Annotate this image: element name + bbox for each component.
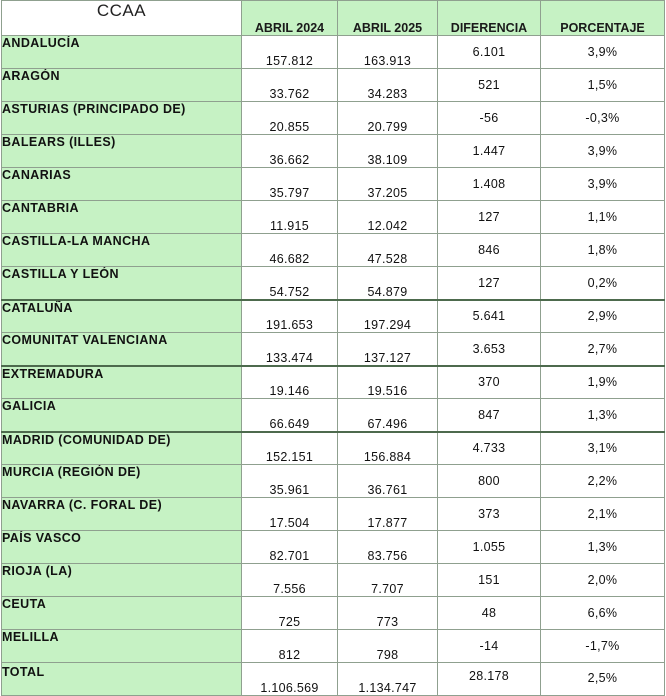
diferencia-cell: 48 — [438, 597, 541, 630]
region-name-cell: MURCIA (REGIÓN DE) — [2, 465, 242, 498]
porcentaje-cell: 2,0% — [541, 564, 665, 597]
diferencia-cell: 521 — [438, 69, 541, 102]
table-row — [2, 267, 665, 300]
region-name-cell: MELILLA — [2, 630, 242, 663]
region-name-cell: ARAGÓN — [2, 69, 242, 102]
porcentaje-cell: 2,1% — [541, 498, 665, 531]
table-row — [2, 597, 665, 630]
abril-2024-cell: 35.797 — [242, 168, 338, 201]
abril-2025-cell: 47.528 — [338, 234, 438, 267]
abril-2025-cell: 54.879 — [338, 267, 438, 300]
diferencia-cell: 800 — [438, 465, 541, 498]
table-row — [2, 333, 665, 366]
abril-2025-cell: 20.799 — [338, 102, 438, 135]
abril-2024-cell: 725 — [242, 597, 338, 630]
abril-2024-cell: 54.752 — [242, 267, 338, 300]
abril-2024-cell: 812 — [242, 630, 338, 663]
region-name-cell: ASTURIAS (PRINCIPADO DE) — [2, 102, 242, 135]
region-name-cell: CANTABRIA — [2, 201, 242, 234]
abril-2024-cell: 35.961 — [242, 465, 338, 498]
diferencia-cell: 4.733 — [438, 432, 541, 465]
region-name-cell: PAÍS VASCO — [2, 531, 242, 564]
abril-2024-cell: 133.474 — [242, 333, 338, 366]
porcentaje-cell: 2,7% — [541, 333, 665, 366]
region-name-cell: RIOJA (LA) — [2, 564, 242, 597]
porcentaje-cell: 2,2% — [541, 465, 665, 498]
porcentaje-cell: 1,1% — [541, 201, 665, 234]
total-row — [2, 663, 665, 696]
porcentaje-cell: -1,7% — [541, 630, 665, 663]
diferencia-cell: 151 — [438, 564, 541, 597]
header-ccaa: CCAA — [2, 1, 242, 36]
abril-2024-cell: 66.649 — [242, 399, 338, 432]
table-row — [2, 630, 665, 663]
abril-2024-cell: 191.653 — [242, 300, 338, 333]
abril-2024-cell: 19.146 — [242, 366, 338, 399]
ccaa-table — [1, 0, 665, 696]
table-row — [2, 69, 665, 102]
abril-2025-cell: 7.707 — [338, 564, 438, 597]
diferencia-cell: 1.447 — [438, 135, 541, 168]
abril-2025-cell: 83.756 — [338, 531, 438, 564]
porcentaje-cell: 3,1% — [541, 432, 665, 465]
region-name-cell: ANDALUCÍA — [2, 36, 242, 69]
table-row — [2, 102, 665, 135]
porcentaje-cell: 1,5% — [541, 69, 665, 102]
abril-2024-cell: 36.662 — [242, 135, 338, 168]
diferencia-cell: 1.055 — [438, 531, 541, 564]
region-name-cell: CEUTA — [2, 597, 242, 630]
header-abril-2024: ABRIL 2024 — [242, 1, 338, 36]
abril-2025-cell: 773 — [338, 597, 438, 630]
diferencia-cell: 3.653 — [438, 333, 541, 366]
header-abril-2025: ABRIL 2025 — [338, 1, 438, 36]
porcentaje-cell: 1,9% — [541, 366, 665, 399]
porcentaje-cell: 0,2% — [541, 267, 665, 300]
region-name-cell: COMUNITAT VALENCIANA — [2, 333, 242, 366]
diferencia-cell: 127 — [438, 267, 541, 300]
abril-2024-cell: 11.915 — [242, 201, 338, 234]
diferencia-cell: 6.101 — [438, 36, 541, 69]
abril-2025-cell: 163.913 — [338, 36, 438, 69]
region-name-cell: BALEARS (ILLES) — [2, 135, 242, 168]
header-porcentaje: PORCENTAJE — [541, 1, 665, 36]
table-row — [2, 135, 665, 168]
abril-2025-cell: 156.884 — [338, 432, 438, 465]
table-row — [2, 564, 665, 597]
porcentaje-cell: 3,9% — [541, 135, 665, 168]
total-region-name-cell: TOTAL — [2, 663, 242, 696]
region-name-cell: CASTILLA-LA MANCHA — [2, 234, 242, 267]
diferencia-cell: -14 — [438, 630, 541, 663]
abril-2024-cell: 17.504 — [242, 498, 338, 531]
diferencia-cell: 846 — [438, 234, 541, 267]
diferencia-cell: 1.408 — [438, 168, 541, 201]
total-porcentaje-cell: 2,5% — [541, 663, 665, 696]
region-name-cell: GALICIA — [2, 399, 242, 432]
abril-2024-cell: 157.812 — [242, 36, 338, 69]
region-name-cell: EXTREMADURA — [2, 366, 242, 399]
abril-2024-cell: 33.762 — [242, 69, 338, 102]
table-row — [2, 432, 665, 465]
porcentaje-cell: -0,3% — [541, 102, 665, 135]
abril-2024-cell: 20.855 — [242, 102, 338, 135]
abril-2025-cell: 38.109 — [338, 135, 438, 168]
porcentaje-cell: 1,8% — [541, 234, 665, 267]
abril-2025-cell: 798 — [338, 630, 438, 663]
abril-2025-cell: 67.496 — [338, 399, 438, 432]
abril-2025-cell: 17.877 — [338, 498, 438, 531]
table-row — [2, 168, 665, 201]
diferencia-cell: 370 — [438, 366, 541, 399]
table-row — [2, 531, 665, 564]
region-name-cell: MADRID (COMUNIDAD DE) — [2, 432, 242, 465]
porcentaje-cell: 1,3% — [541, 531, 665, 564]
abril-2025-cell: 137.127 — [338, 333, 438, 366]
table-row — [2, 399, 665, 432]
table-body — [2, 36, 665, 696]
diferencia-cell: 847 — [438, 399, 541, 432]
region-name-cell: CANARIAS — [2, 168, 242, 201]
diferencia-cell: 5.641 — [438, 300, 541, 333]
abril-2024-cell: 7.556 — [242, 564, 338, 597]
region-name-cell: NAVARRA (C. FORAL DE) — [2, 498, 242, 531]
abril-2025-cell: 37.205 — [338, 168, 438, 201]
abril-2024-cell: 152.151 — [242, 432, 338, 465]
abril-2025-cell: 19.516 — [338, 366, 438, 399]
region-name-cell: CASTILLA Y LEÓN — [2, 267, 242, 300]
total-abril-2024-cell: 1.106.569 — [242, 663, 338, 696]
abril-2025-cell: 12.042 — [338, 201, 438, 234]
total-diferencia-cell: 28.178 — [438, 663, 541, 696]
header-row — [2, 1, 665, 36]
abril-2024-cell: 82.701 — [242, 531, 338, 564]
abril-2025-cell: 36.761 — [338, 465, 438, 498]
diferencia-cell: -56 — [438, 102, 541, 135]
table-row — [2, 465, 665, 498]
total-abril-2025-cell: 1.134.747 — [338, 663, 438, 696]
table-header — [2, 1, 665, 36]
porcentaje-cell: 1,3% — [541, 399, 665, 432]
porcentaje-cell: 2,9% — [541, 300, 665, 333]
porcentaje-cell: 3,9% — [541, 168, 665, 201]
porcentaje-cell: 3,9% — [541, 36, 665, 69]
porcentaje-cell: 6,6% — [541, 597, 665, 630]
table-row — [2, 234, 665, 267]
abril-2025-cell: 197.294 — [338, 300, 438, 333]
region-name-cell: CATALUÑA — [2, 300, 242, 333]
table-row — [2, 36, 665, 69]
abril-2025-cell: 34.283 — [338, 69, 438, 102]
table-row — [2, 366, 665, 399]
table-row — [2, 498, 665, 531]
diferencia-cell: 373 — [438, 498, 541, 531]
diferencia-cell: 127 — [438, 201, 541, 234]
abril-2024-cell: 46.682 — [242, 234, 338, 267]
header-diferencia: DIFERENCIA — [438, 1, 541, 36]
table-row — [2, 300, 665, 333]
table-row — [2, 201, 665, 234]
